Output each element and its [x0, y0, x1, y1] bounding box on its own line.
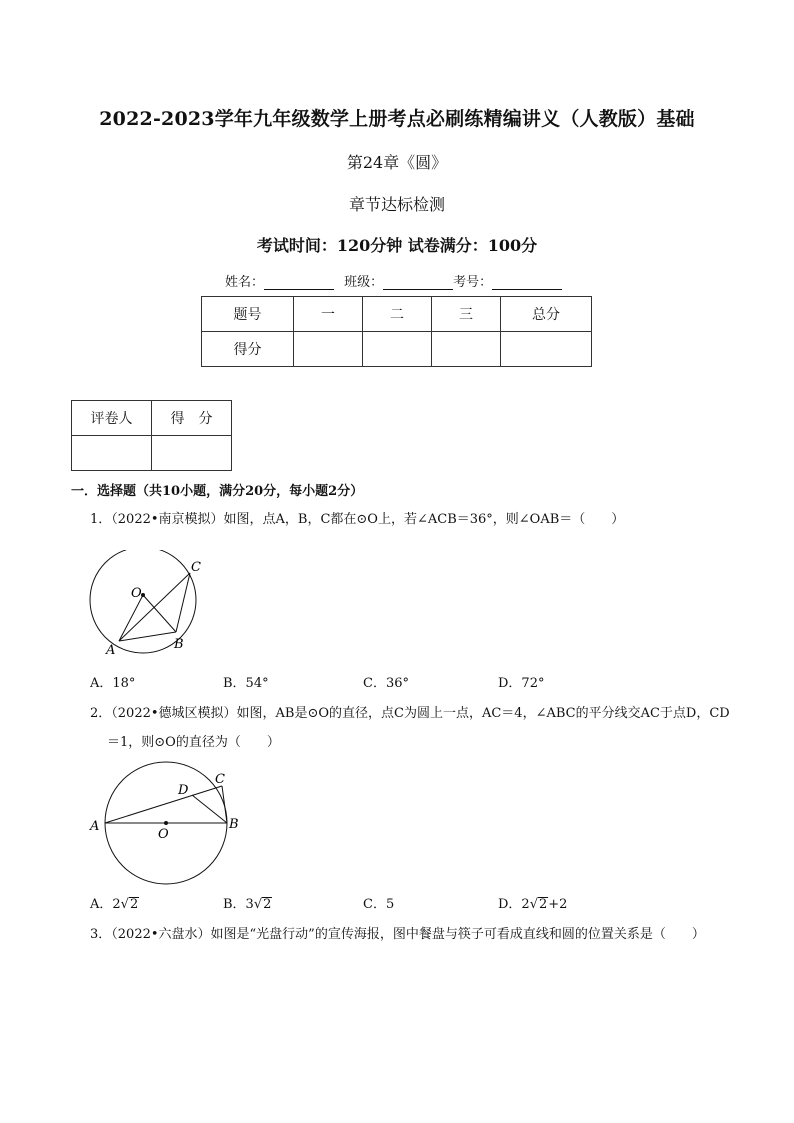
document-subtitle: 章节达标检测 [348, 195, 445, 214]
option-b[interactable]: B．54° [223, 676, 269, 691]
question-1-options [90, 672, 740, 690]
label-b: B [229, 817, 239, 832]
option-d-suffix: +2 [548, 897, 568, 912]
segment-bc [176, 573, 190, 632]
score-header-cell: 三 [432, 297, 501, 332]
center-point-o [164, 821, 168, 825]
label-o: O [131, 586, 142, 601]
number-field[interactable] [492, 275, 562, 290]
score-table [201, 296, 592, 367]
student-info-line [225, 271, 562, 290]
score-cell[interactable] [501, 332, 592, 367]
label-c: C [215, 772, 225, 787]
option-c[interactable]: C．36° [363, 676, 409, 691]
option-a-radicand: 2 [129, 897, 139, 912]
option-b-prefix: B．3 [223, 897, 254, 912]
label-o: O [158, 827, 169, 842]
option-a-prefix: A．2 [90, 897, 121, 912]
option-d[interactable]: D．2√2+2 [498, 897, 568, 912]
score-cell[interactable] [432, 332, 501, 367]
score-header-cell: 题号 [202, 297, 294, 332]
score-header-cell: 一 [294, 297, 363, 332]
option-d[interactable]: D．72° [498, 676, 545, 691]
score-table-header-row [202, 297, 592, 332]
option-a[interactable]: A．18° [90, 676, 136, 691]
label-d: D [178, 783, 189, 798]
option-a[interactable]: A．2√2 [90, 897, 139, 912]
label-b: B [174, 637, 184, 652]
score-row-label: 得分 [202, 332, 294, 367]
grader-score-cell[interactable] [152, 436, 232, 471]
segment-ao [119, 595, 143, 641]
question-3-stem: 3．（2022•六盘水）如图是“光盘行动”的宣传海报，图中餐盘与筷子可看成直线和圆的位置关系是（ ） [90, 927, 705, 942]
option-b[interactable]: B．3√2 [223, 897, 272, 912]
exam-info: 考试时间：120分钟 试卷满分：100分 [256, 236, 538, 255]
option-c[interactable]: C．5 [363, 897, 395, 912]
grader-cell[interactable] [72, 436, 152, 471]
segment-bc [222, 786, 227, 823]
segment-ac [119, 573, 190, 641]
number-label: 考号： [453, 275, 493, 290]
question-2-options [90, 893, 740, 913]
section-heading: 一．选择题（共10小题，满分20分，每小题2分） [71, 484, 364, 499]
question-1-stem: 1．（2022•南京模拟）如图，点A，B，C都在⊙O上，若∠ACB＝36°，则∠OAB＝（ ） [90, 512, 625, 527]
class-label: 班级： [344, 275, 384, 290]
question-2-stem-line-1: 2．（2022•德城区模拟）如图，AB是⊙O的直径，点C为圆上一点，AC＝4，∠ABC的平分线交AC于点D，CD [90, 706, 730, 721]
class-field[interactable] [383, 275, 453, 290]
label-a: A [106, 643, 116, 658]
grader-table [71, 400, 232, 471]
question-2-stem-line-2: ＝1，则⊙O的直径为（ ） [107, 735, 280, 750]
option-d-radicand: 2 [539, 897, 548, 912]
grader-score-label: 得 分 [152, 401, 232, 436]
score-header-cell: 二 [363, 297, 432, 332]
score-cell[interactable] [363, 332, 432, 367]
label-a: A [90, 819, 100, 834]
document-title: 2022-2023学年九年级数学上册考点必刷练精编讲义（人教版）基础 [99, 108, 695, 130]
score-header-cell: 总分 [501, 297, 592, 332]
label-c: C [191, 560, 201, 575]
name-label: 姓名： [225, 275, 265, 290]
question-2-figure [86, 758, 256, 888]
score-cell[interactable] [294, 332, 363, 367]
name-field[interactable] [264, 275, 334, 290]
question-1-figure [84, 550, 214, 662]
score-table-score-row [202, 332, 592, 367]
option-d-prefix: D．2 [498, 897, 530, 912]
grader-label: 评卷人 [72, 401, 152, 436]
option-b-radicand: 2 [263, 897, 272, 912]
chapter-title: 第24章《圆》 [346, 153, 448, 172]
